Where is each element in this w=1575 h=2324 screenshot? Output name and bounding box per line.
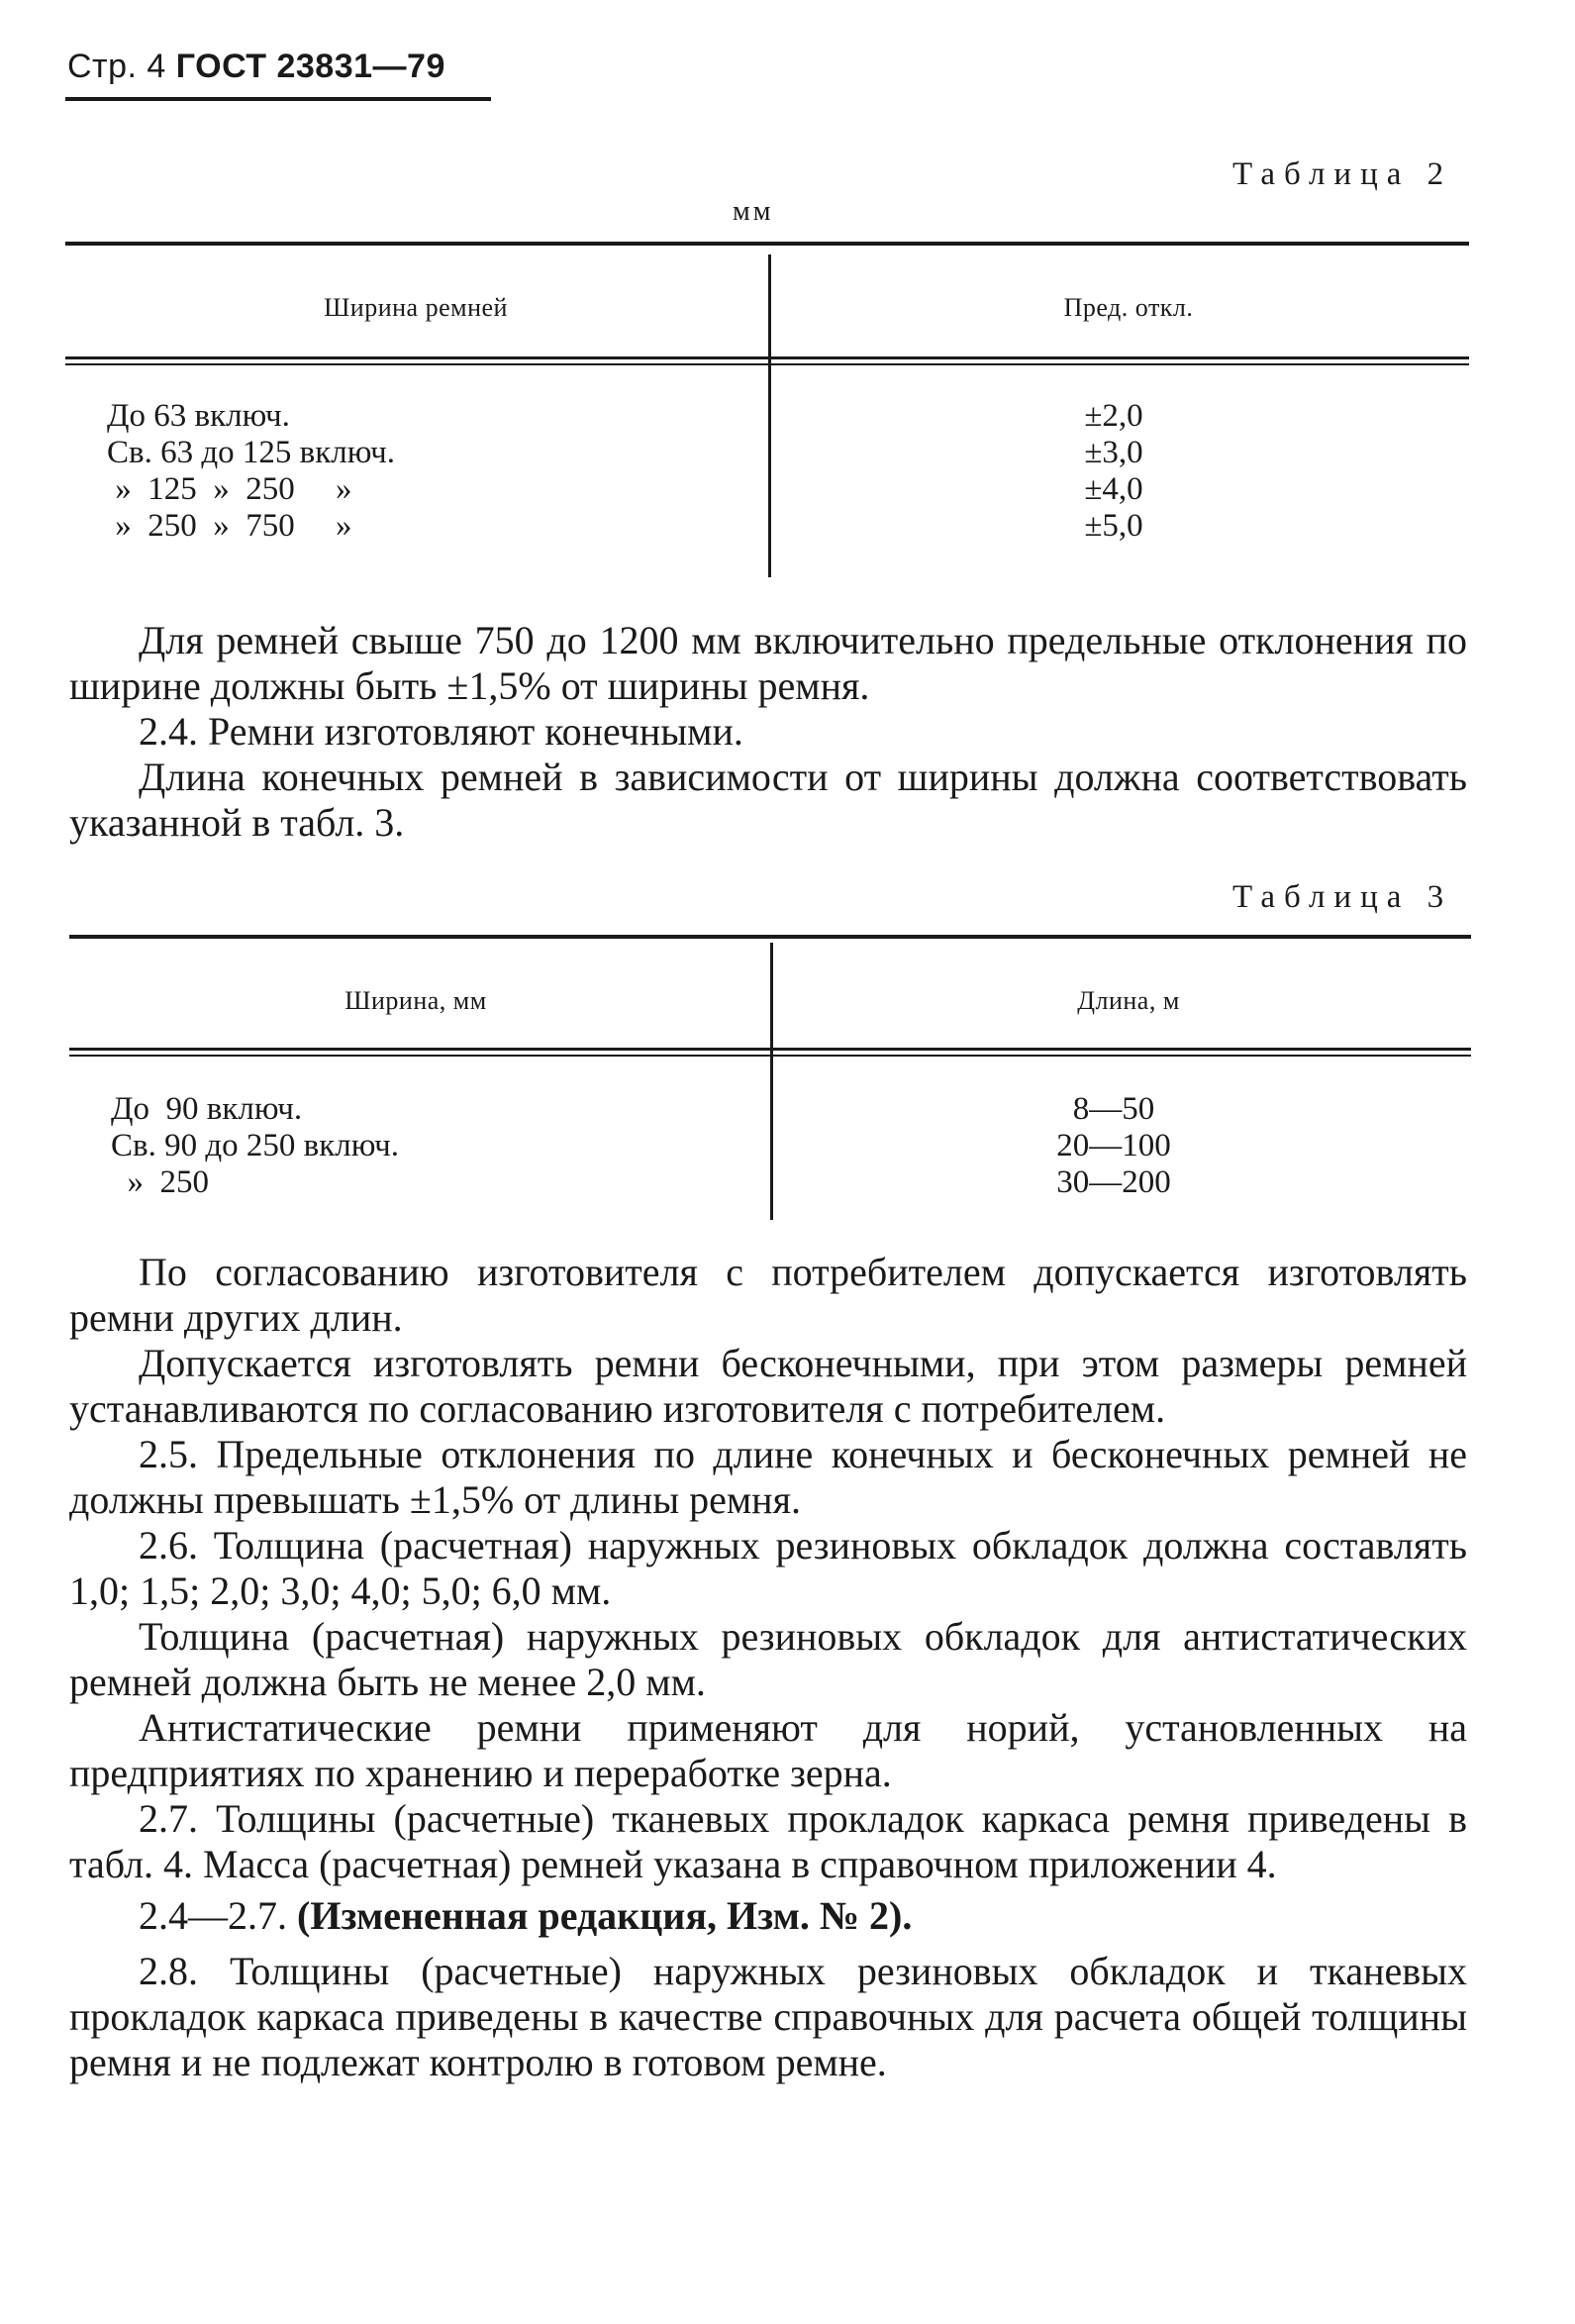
paragraph: Для ремней свыше 750 до 1200 мм включительно предельные отклонения по ширине должны быть ±1,5% от ширины ремня.: [69, 618, 1467, 708]
text-block-1: [69, 618, 1467, 846]
text-block-2: [69, 1250, 1467, 2085]
header-rule: [65, 97, 491, 101]
table2-header-rule-1: [65, 356, 1469, 359]
table-cell: ±3,0: [1084, 435, 1143, 470]
table3-header-rule-1: [69, 1048, 1471, 1051]
table2-header-width: Ширина ремней: [324, 293, 508, 322]
table-cell: 8—50: [1072, 1091, 1155, 1127]
table3-header-width: Ширина, мм: [345, 986, 487, 1015]
table-cell: » 125 » 250 »: [107, 471, 352, 507]
table3-caption: Таблица 3: [1232, 879, 1453, 915]
standard-number: ГОСТ 23831—79: [175, 48, 445, 85]
table-cell: До 90 включ.: [111, 1091, 303, 1127]
paragraph: 2.7. Толщины (расчетные) тканевых прокладок каркаса ремня приведены в табл. 4. Масса (расчетная) ремней указана в справочном приложении 4.: [69, 1796, 1467, 1886]
table2-unit: мм: [733, 196, 774, 227]
table2-header-deviation: Пред. откл.: [1063, 293, 1194, 322]
table3-header-length: Длина, м: [1077, 986, 1180, 1015]
table2-caption: Таблица 2: [1232, 156, 1453, 192]
table-cell: До 63 включ.: [107, 398, 290, 434]
table-cell: Св. 63 до 125 включ.: [107, 435, 395, 470]
table3-column-divider: [770, 943, 773, 1220]
page-header: [67, 48, 445, 86]
paragraph: Антистатические ремни применяют для норий, установленных на предприятиях по хранению и переработке зерна.: [69, 1705, 1467, 1795]
amendment-note: [69, 1893, 1467, 1939]
table3-header-rule-2: [69, 1055, 1471, 1057]
table-cell: 20—100: [1056, 1128, 1171, 1163]
paragraph: 2.4. Ремни изготовляют конечными.: [139, 709, 743, 754]
table-cell: » 250: [111, 1164, 209, 1200]
amendment-text: (Измененная редакция, Изм. № 2).: [297, 1893, 913, 1938]
table2-top-rule: [65, 242, 1469, 246]
table2-width-column: [107, 398, 395, 545]
table2-header-rule-2: [65, 363, 1469, 365]
table3-length-column: [990, 1091, 1237, 1201]
paragraph: 2.8. Толщины (расчетные) наружных резиновых обкладок и тканевых прокладок каркаса приведены в качестве справочных для расчета общей толщины ремня и не подлежат контролю в готовом ремне.: [69, 1949, 1467, 2084]
table2-deviation-column: [990, 398, 1237, 545]
page-label: Стр. 4: [67, 48, 166, 85]
paragraph: Толщина (расчетная) наружных резиновых обкладок для антистатических ремней должна быть не менее 2,0 мм.: [69, 1614, 1467, 1704]
paragraph: 2.6. Толщина (расчетная) наружных резиновых обкладок должна составлять 1,0; 1,5; 2,0; 3,0; 4,0; 5,0; 6,0 мм.: [69, 1523, 1467, 1613]
table-cell: » 250 » 750 »: [107, 508, 352, 544]
table-cell: ±4,0: [1084, 471, 1143, 507]
table2-column-divider: [768, 254, 771, 577]
table-cell: ±2,0: [1084, 398, 1143, 434]
table-cell: Св. 90 до 250 включ.: [111, 1128, 399, 1163]
amendment-range: 2.4—2.7.: [139, 1893, 287, 1938]
paragraph: Допускается изготовлять ремни бесконечными, при этом размеры ремней устанавливаются по согласованию изготовителя с потребителем.: [69, 1341, 1467, 1431]
table3-top-rule: [69, 935, 1471, 939]
paragraph: Длина конечных ремней в зависимости от ширины должна соответствовать указанной в табл. 3.: [69, 755, 1467, 845]
table-cell: ±5,0: [1084, 508, 1143, 544]
table3-width-column: [111, 1091, 399, 1201]
table-cell: 30—200: [1056, 1164, 1171, 1200]
paragraph: По согласованию изготовителя с потребителем допускается изготовлять ремни других длин.: [69, 1250, 1467, 1340]
paragraph: 2.5. Предельные отклонения по длине конечных и бесконечных ремней не должны превышать ±1,5% от длины ремня.: [69, 1432, 1467, 1522]
